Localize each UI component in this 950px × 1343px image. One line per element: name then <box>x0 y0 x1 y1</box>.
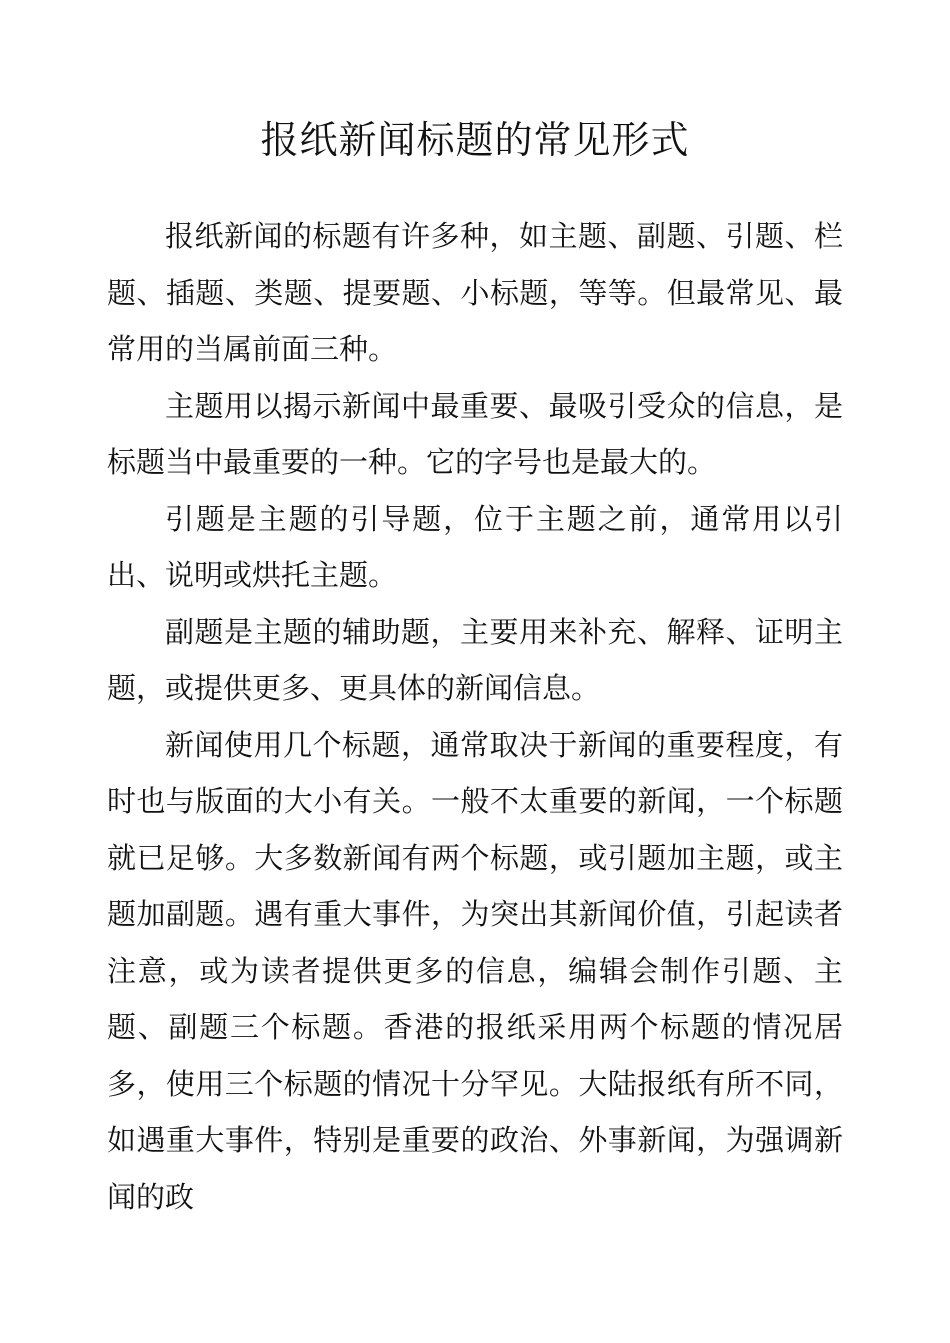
document-body <box>107 208 843 1225</box>
paragraph-2: 主题用以揭示新闻中最重要、最吸引受众的信息，是标题当中最重要的一种。它的字号也是最大的。 <box>107 388 843 479</box>
paragraph-1: 报纸新闻的标题有许多种，如主题、副题、引题、栏题、插题、类题、提要题、小标题，等等。但最常见、最常用的当属前面三种。 <box>107 219 843 366</box>
paragraph-3: 引题是主题的引导题，位于主题之前，通常用以引出、说明或烘托主题。 <box>107 501 843 592</box>
document-title: 报纸新闻标题的常见形式 <box>260 118 690 162</box>
paragraph-4: 副题是主题的辅助题，主要用来补充、解释、证明主题，或提供更多、更具体的新闻信息。 <box>107 614 843 705</box>
paragraph-5: 新闻使用几个标题，通常取决于新闻的重要程度，有时也与版面的大小有关。一般不太重要的新闻，一个标题就已足够。大多数新闻有两个标题，或引题加主题，或主题加副题。遇有重大事件，为突出其新闻价值，引起读者注意，或为读者提供更多的信息，编辑会制作引题、主题、副题三个标题。香港的报纸采用两个标题的情况居多，使用三个标题的情况十分罕见。大陆报纸有所不同，如遇重大事件，特别是重要的政治、外事新闻，为强调新闻的政 <box>107 727 843 1214</box>
